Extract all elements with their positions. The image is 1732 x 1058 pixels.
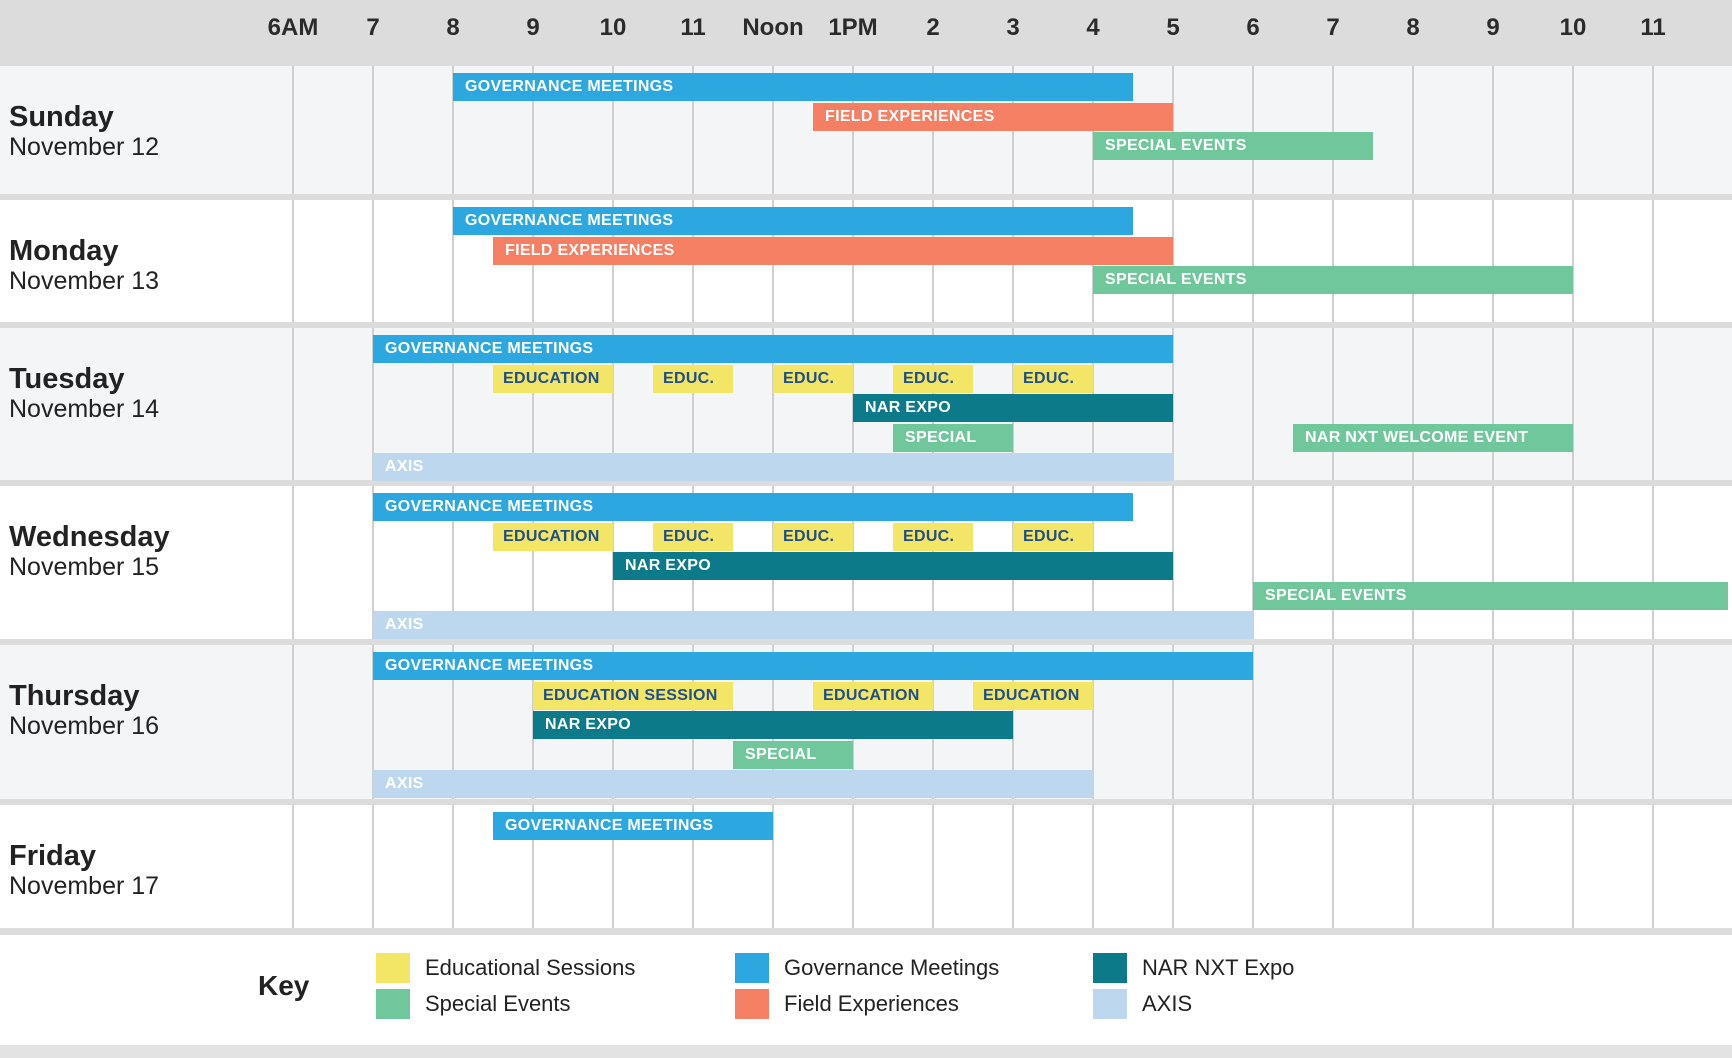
grid-line (1652, 805, 1654, 928)
hour-label: 10 (599, 14, 627, 41)
grid-line (292, 328, 294, 480)
event-bar-axis: AXIS (373, 453, 1173, 481)
grid-line (1412, 486, 1414, 639)
grid-line (1412, 328, 1414, 480)
grid-line (1572, 66, 1574, 194)
grid-line (1012, 805, 1014, 928)
event-bar-governance: GOVERNANCE MEETINGS (453, 207, 1133, 235)
hour-label: 9 (1486, 14, 1500, 41)
grid-line (1412, 805, 1414, 928)
day-name: Thursday (9, 680, 140, 712)
grid-line (1412, 66, 1414, 194)
hour-label: 2 (926, 14, 940, 41)
event-bar-education: EDUC. (1013, 523, 1093, 551)
legend-label: AXIS (1142, 991, 1193, 1016)
event-bar-special: SPECIAL EVENTS (1093, 132, 1373, 160)
legend-label: Governance Meetings (784, 955, 1000, 980)
grid-line (1332, 328, 1334, 480)
grid-line (852, 805, 854, 928)
legend-swatch-axis (1093, 989, 1127, 1019)
hour-label: 11 (680, 14, 706, 41)
grid-line (1492, 200, 1494, 322)
grid-line (1652, 645, 1654, 799)
day-separator (0, 928, 1732, 935)
event-bar-special: SPECIAL (893, 424, 1013, 452)
hour-label: 11 (1640, 14, 1666, 41)
grid-line (1092, 805, 1094, 928)
grid-line (292, 805, 294, 928)
day-name: Friday (9, 840, 97, 872)
grid-line (1572, 200, 1574, 322)
grid-line (932, 805, 934, 928)
hour-label: 3 (1006, 14, 1020, 41)
event-bar-special: SPECIAL (733, 741, 853, 769)
day-row (0, 805, 1732, 928)
grid-line (1652, 66, 1654, 194)
hour-label: 6AM (267, 14, 319, 41)
grid-line (1492, 645, 1494, 799)
grid-line (372, 805, 374, 928)
day-date: November 14 (9, 395, 160, 423)
event-bar-expo: NAR EXPO (613, 552, 1173, 580)
event-bar-expo: NAR EXPO (533, 711, 1013, 739)
day-name: Sunday (9, 101, 114, 133)
hour-label: 7 (366, 14, 380, 41)
grid-line (1572, 486, 1574, 639)
event-bar-axis: AXIS (373, 770, 1093, 798)
grid-line (1332, 200, 1334, 322)
grid-line (1332, 805, 1334, 928)
event-bar-education: EDUC. (653, 523, 733, 551)
legend-label: Field Experiences (784, 991, 959, 1016)
event-bar-special: SPECIAL EVENTS (1253, 582, 1728, 610)
grid-line (1492, 66, 1494, 194)
grid-line (1572, 805, 1574, 928)
event-bar-governance: GOVERNANCE MEETINGS (493, 812, 773, 840)
event-bar-expo: NAR EXPO (853, 394, 1173, 422)
legend-label: NAR NXT Expo (1142, 955, 1295, 980)
event-bar-education: EDUCATION (493, 523, 613, 551)
event-bar-education: EDUCATION (973, 682, 1093, 710)
grid-line (1252, 805, 1254, 928)
event-bar-governance: GOVERNANCE MEETINGS (453, 73, 1133, 101)
hour-label: 9 (526, 14, 540, 41)
legend-label: Educational Sessions (425, 955, 636, 980)
grid-line (1172, 805, 1174, 928)
day-date: November 17 (9, 872, 160, 900)
legend-swatch-special (376, 989, 410, 1019)
event-bar-governance: GOVERNANCE MEETINGS (373, 335, 1173, 363)
event-bar-education: EDUC. (893, 365, 973, 393)
grid-line (1252, 66, 1254, 194)
day-name: Monday (9, 235, 119, 267)
hour-label: 5 (1166, 14, 1180, 41)
grid-line (292, 200, 294, 322)
hour-label: 6 (1246, 14, 1260, 41)
event-bar-education: EDUC. (653, 365, 733, 393)
legend-label: Special Events (425, 991, 571, 1016)
legend-swatch-governance (735, 953, 769, 983)
grid-line (292, 486, 294, 639)
event-bar-education: EDUC. (773, 523, 853, 551)
day-date: November 15 (9, 553, 160, 581)
hour-label: 7 (1326, 14, 1340, 41)
event-bar-governance: GOVERNANCE MEETINGS (373, 652, 1253, 680)
grid-line (1652, 328, 1654, 480)
grid-line (1572, 328, 1574, 480)
grid-line (1252, 328, 1254, 480)
grid-line (1332, 486, 1334, 639)
event-bar-education: EDUCATION (813, 682, 933, 710)
event-bar-education: EDUC. (893, 523, 973, 551)
event-bar-field: FIELD EXPERIENCES (493, 237, 1173, 265)
grid-line (1332, 645, 1334, 799)
day-date: November 13 (9, 267, 160, 295)
day-name: Tuesday (9, 363, 125, 395)
legend-swatch-expo (1093, 953, 1127, 983)
legend-bottom-band (0, 1045, 1732, 1058)
grid-line (1332, 66, 1334, 194)
grid-line (1652, 486, 1654, 639)
event-bar-special: NAR NXT WELCOME EVENT (1293, 424, 1573, 452)
grid-line (372, 66, 374, 194)
day-name: Wednesday (9, 521, 170, 553)
event-bar-education: EDUC. (773, 365, 853, 393)
event-bar-governance: GOVERNANCE MEETINGS (373, 493, 1133, 521)
day-date: November 16 (9, 712, 160, 740)
grid-line (1572, 645, 1574, 799)
event-bar-field: FIELD EXPERIENCES (813, 103, 1173, 131)
hour-label: Noon (742, 14, 804, 41)
legend-swatch-field (735, 989, 769, 1019)
event-bar-special: SPECIAL EVENTS (1093, 266, 1573, 294)
event-bar-axis: AXIS (373, 611, 1253, 639)
grid-line (1652, 200, 1654, 322)
legend-swatch-education (376, 953, 410, 983)
hour-label: 8 (446, 14, 460, 41)
grid-line (1492, 328, 1494, 480)
event-bar-education: EDUC. (1013, 365, 1093, 393)
hour-label: 8 (1406, 14, 1420, 41)
grid-line (1252, 200, 1254, 322)
hour-label: 10 (1559, 14, 1587, 41)
grid-line (372, 200, 374, 322)
grid-line (1492, 486, 1494, 639)
legend-title: Key (258, 970, 310, 1001)
hour-label: 1PM (828, 14, 878, 41)
day-date: November 12 (9, 133, 160, 161)
event-bar-education: EDUCATION SESSION (533, 682, 733, 710)
event-bar-education: EDUCATION (493, 365, 613, 393)
grid-line (1412, 645, 1414, 799)
grid-line (452, 805, 454, 928)
grid-line (1412, 200, 1414, 322)
grid-line (292, 66, 294, 194)
hour-label: 4 (1086, 14, 1100, 41)
grid-line (292, 645, 294, 799)
grid-line (1492, 805, 1494, 928)
